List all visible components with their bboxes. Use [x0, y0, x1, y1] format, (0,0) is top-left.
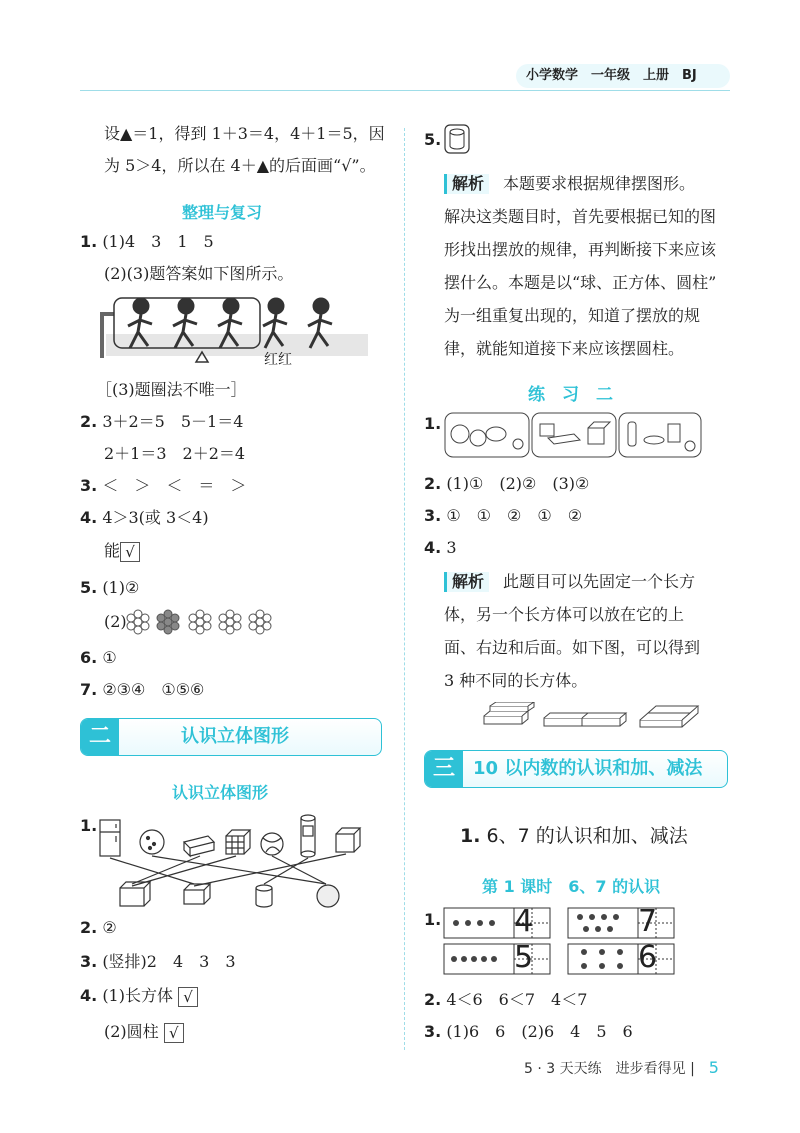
answer-text: 4＜6 6＜7 4＜7	[446, 990, 588, 1009]
lesson-title: 第 1 课时 6、7 的认识	[482, 877, 661, 896]
column-divider	[404, 128, 405, 1050]
chapter-title: 6、7 的认识和加、减法	[486, 825, 688, 847]
review-section-title: 整理与复习	[182, 203, 263, 222]
answer-text: 能	[104, 541, 121, 560]
answer-text: ①	[102, 648, 117, 667]
page-number: 5	[708, 1058, 719, 1077]
written-digit: 5	[514, 940, 534, 975]
analysis-text: 为一组重复出现的，知道了摆放的规	[444, 306, 701, 325]
rubiks-cube-icon	[226, 830, 250, 854]
ball-icon	[140, 830, 164, 854]
answer-note: ［(3)题圈法不唯一］	[96, 380, 247, 399]
cube-icon	[336, 828, 360, 852]
analysis-text: 此题目可以先固定一个长方	[503, 572, 696, 591]
analysis-text: 摆什么。本题是以“球、正方体、圆柱”	[444, 273, 717, 292]
question-number: 1.	[424, 910, 442, 929]
answer-text: 3	[446, 538, 457, 557]
running-kids-illustration	[96, 292, 372, 364]
answer-text: (竖排)2 4 3 3	[102, 952, 236, 971]
cuboid-front-back	[640, 706, 698, 727]
question-number: 4.	[80, 508, 98, 527]
question-number: 3.	[80, 952, 98, 971]
question-number: 3.	[80, 476, 98, 495]
footer-brand: 5 · 3 天天练 进步看得见 |	[524, 1061, 695, 1077]
check-box: √	[178, 987, 198, 1007]
solid-shapes-matching	[96, 806, 376, 914]
answer-text: 4＞3(或 3＜4)	[102, 508, 209, 527]
flower-icon	[189, 610, 211, 634]
analysis-text: 体，另一个长方体可以放在它的上	[444, 605, 685, 624]
question-number: 3.	[424, 1022, 442, 1041]
written-digit: 7	[638, 904, 658, 939]
answer-text: (1)②	[102, 578, 140, 597]
section-banner-title: 10 以内数的认识和加、减法	[473, 758, 703, 779]
question-number: 2.	[80, 412, 98, 431]
question-number: 2.	[80, 918, 98, 937]
box-icon	[184, 836, 214, 856]
flower-icon	[127, 610, 149, 634]
answer-text: (1)6 6 (2)6 4 5 6	[446, 1022, 633, 1041]
page-header-label: 小学数学 一年级 上册 BJ	[516, 64, 730, 88]
cylinder-shape	[256, 885, 272, 907]
cuboid-arrangements	[482, 702, 722, 728]
question-number: 1.	[80, 232, 98, 251]
question-number: 4.	[424, 538, 442, 557]
page-footer	[524, 1058, 719, 1078]
check-box: √	[120, 542, 140, 562]
question-number: 2.	[424, 990, 442, 1009]
section-number-tab: 三	[425, 751, 463, 787]
ball-group	[445, 413, 529, 457]
answer-text: ②③④ ①⑤⑥	[102, 680, 205, 699]
answer-text: (1)4 3 1 5	[102, 232, 214, 251]
question-number: 1.	[80, 816, 98, 835]
flower-icon	[219, 610, 241, 634]
answer-text: (1)长方体	[102, 986, 173, 1005]
flower-icon	[249, 610, 271, 634]
sphere-shape	[317, 885, 339, 907]
question-number: 5.	[80, 578, 98, 597]
cuboid-stack-top	[484, 702, 534, 724]
analysis-text: 本题要求根据规律摆图形。	[503, 174, 696, 193]
exercise-title: 练 习 二	[528, 385, 613, 405]
cuboid-shape	[184, 884, 210, 904]
question-number: 1.	[424, 414, 442, 433]
cylinder-answer-icon	[444, 124, 470, 154]
analysis-text: 律，就能知道接下来应该摆圆柱。	[444, 339, 685, 358]
intro-line-1: 设▲＝1，得到 1＋3＝4，4＋1＝5，因	[104, 124, 385, 143]
honghong-label: 红红	[264, 352, 292, 368]
section-banner-3	[424, 750, 728, 788]
analysis-label: 解析	[444, 572, 489, 592]
question-number: 7.	[80, 680, 98, 699]
analysis-text: 形找出摆放的规律，再判断接下来应该	[444, 240, 717, 259]
section-banner-2	[80, 718, 382, 756]
beach-ball-icon	[261, 833, 283, 855]
section-banner-title: 认识立体图形	[181, 726, 289, 747]
analysis-text: 解决这类题目时，首先要根据已知的图	[444, 207, 717, 226]
question-number: 3.	[424, 506, 442, 525]
fridge-icon	[100, 820, 120, 856]
question-number: 6.	[80, 648, 98, 667]
intro-line-2: 为 5＞4，所以在 4＋▲的后面画“√”。	[104, 156, 376, 175]
analysis-text: 面、右边和后面。如下图，可以得到	[444, 638, 701, 657]
answer-text: ① ① ② ① ②	[446, 506, 583, 525]
question-number: 5.	[424, 130, 442, 149]
flower-icon-filled	[157, 610, 179, 634]
header-rule	[80, 90, 730, 91]
classification-groups	[444, 412, 702, 458]
answer-text: ＜ ＞ ＜ ＝ ＞	[102, 476, 247, 495]
analysis-text: 3 种不同的长方体。	[444, 671, 588, 690]
subsection-title: 认识立体图形	[172, 783, 269, 802]
box-group	[532, 413, 616, 457]
answer-text: (1)① (2)② (3)②	[446, 474, 590, 493]
answer-text: 3＋2＝5 5－1＝4	[102, 412, 244, 431]
answer-text: 2＋1＝3 2＋2＝4	[104, 444, 246, 463]
written-digit: 6	[638, 940, 658, 975]
section-number-tab: 二	[81, 719, 119, 755]
check-box: √	[164, 1023, 184, 1043]
flower-patterns	[124, 608, 274, 636]
answer-text: (2)(3)题答案如下图所示。	[104, 264, 294, 283]
answer-text: (2)圆柱	[104, 1022, 159, 1041]
chapter-number: 1.	[460, 825, 481, 847]
analysis-label: 解析	[444, 174, 489, 194]
written-digit: 4	[514, 904, 534, 939]
can-icon	[301, 815, 315, 857]
cuboid-side-by-side	[544, 713, 626, 726]
answer-text: ②	[102, 918, 117, 937]
question-number: 4.	[80, 986, 98, 1005]
answer-text: (2)	[104, 612, 127, 631]
question-number: 2.	[424, 474, 442, 493]
